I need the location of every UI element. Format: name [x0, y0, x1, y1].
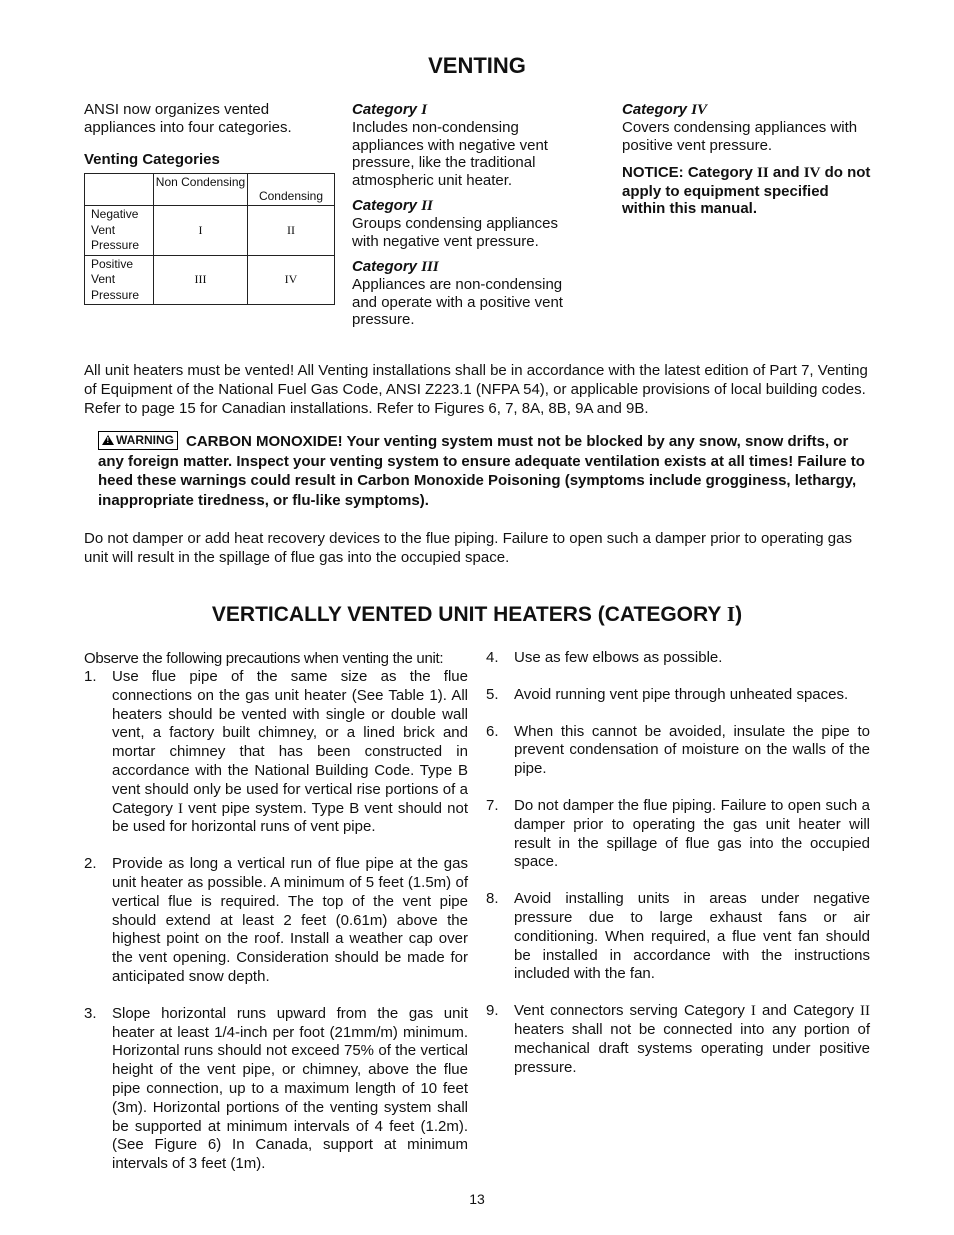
table-cell: III: [154, 255, 248, 305]
warning-text: CARBON MONOXIDE! Your venting system must not be blocked by any snow, snow drifts, or any foreign matter. Inspect your venting system to ensure adequate ventilation exists at all times! Failure to heed these warnings could result in Carbon Monoxide Poisoning (symptoms include grogginess, lethargy, inappropriate tiredness, or flu-like symptoms).: [98, 433, 865, 509]
venting-intro-block: [84, 101, 324, 136]
table-row: [85, 206, 335, 256]
table-cell: I: [154, 206, 248, 256]
venting-table-caption: Venting Categories: [84, 151, 220, 168]
venting-title: VENTING: [428, 53, 526, 78]
list-item: 9. Vent connectors serving Category I and Category II heaters shall not be connected into any portion of mechanical draft systems operating under positive pressure.: [486, 1002, 871, 1076]
category-ii: [352, 197, 580, 250]
precautions-left-column: [84, 649, 468, 1174]
table-col-header: Condensing: [248, 174, 335, 206]
category-iv: [622, 101, 874, 154]
list-item: 6. When this cannot be avoided, insulate the pipe to prevent condensation of moisture on the walls of the pipe.: [486, 722, 870, 778]
carbon-monoxide-warning: [98, 431, 870, 510]
table-row: [85, 255, 335, 305]
category-iv-column: [622, 101, 874, 218]
list-item: 5. Avoid running vent pipe through unheated spaces.: [486, 685, 849, 703]
category-i-text: Includes non-condensing appliances with negative vent pressure, like the traditional atmospheric unit heater.: [352, 119, 548, 189]
warning-triangle-icon: [102, 435, 114, 445]
notice-text: NOTICE: Category II and IV do not apply to equipment specified within this manual.: [622, 164, 871, 217]
category-iii: [352, 258, 580, 329]
list-item: 8. Avoid installing units in areas under negative pressure due to large exhaust fans or air conditioning. When required, a flue vent fan should be installed in accordance with the instructions included with the fan.: [486, 890, 870, 983]
category-iv-heading: Category IV: [622, 101, 708, 118]
category-iv-text: Covers condensing appliances with positive vent pressure.: [622, 119, 858, 154]
list-item: 1. Use flue pipe of the same size as the flue connections on the gas unit heater (See Table 1). All heaters should be vented with single or double wall vent, a factory built chimney, or a lined brick and mortar chimney that has been constructed in accordance with the National Building Code. Type B vent should only be used for vertical rise portions of a Category I vent pipe system. Type B vent should not be used for horizontal runs of vent pipe.: [84, 668, 469, 836]
category-i: [352, 101, 580, 189]
list-item: 2. Provide as long a vertical run of flue pipe at the gas unit heater as possible. A minimum of 5 feet (1.5m) of vertical flue is required. The top of the vent pipe should extend at least 2 feet (0.61m) above the highest point on the roof. Install a weather cap over the vent opening. Consideration should be made for anticipated snow depth.: [84, 855, 468, 985]
table-row-header: Negative Vent Pressure: [85, 206, 154, 256]
venting-intro: ANSI now organizes vented appliances into four categories.: [84, 101, 292, 136]
precautions-list-left: [84, 668, 468, 1174]
list-item: 7. Do not damper the flue piping. Failure to open such a damper prior to operating the gas unit heater will result in the spillage of flue gas into the occupied space.: [486, 796, 870, 871]
damper-note: Do not damper or add heat recovery devices to the flue piping. Failure to open such a damper prior to operating gas unit will result in the spillage of flue gas into the occupied space.: [84, 530, 852, 566]
all-heaters-paragraph: All unit heaters must be vented! All Venting installations shall be in accordance with the latest edition of Part 7, Venting of Equipment of the National Fuel Gas Code, ANSI Z223.1 (NFPA 54), or applicable provisions of local building codes. Refer to page 15 for Canadian installations. Refer to Figures 6, 7, 8A, 8B, 9A and 9B.: [84, 362, 868, 417]
precautions-list-right: [486, 649, 870, 1077]
precautions-intro: Observe the following precautions when venting the unit:: [84, 650, 444, 667]
category-i-heading: Category I: [352, 101, 428, 118]
precautions-right-column: [486, 649, 870, 1077]
list-item: 3. Slope horizontal runs upward from the gas unit heater at least 1/4-inch per foot (21mm/m) minimum. Horizontal runs should not exceed 75% of the vertical height of the vent pipe, or chimney, above the flue pipe connection, up to a maximum length of 10 feet (3m). Horizontal portions of the venting system shall be supported at minimum intervals of 4 feet (1.2m). (See Figure 6) In Canada, support at minimum intervals of 3 feet (1m).: [84, 1004, 468, 1173]
venting-categories-table: [84, 173, 335, 305]
table-header-row: [85, 174, 335, 206]
table-corner-cell: [85, 174, 154, 206]
warning-badge: !WARNING: [98, 431, 178, 450]
table-cell: II: [248, 206, 335, 256]
category-ii-text: Groups condensing appliances with negative vent pressure.: [352, 215, 558, 250]
category-ii-heading: Category II: [352, 197, 433, 214]
page-number: 13: [469, 1191, 485, 1207]
category-iii-text: Appliances are non-condensing and operate with a positive vent pressure.: [352, 276, 563, 328]
table-col-header: Non Condensing: [154, 174, 248, 206]
list-item: 4. Use as few elbows as possible.: [486, 649, 723, 666]
table-row-header: Positive Vent Pressure: [85, 255, 154, 305]
table-cell: IV: [248, 255, 335, 305]
category-iii-heading: Category III: [352, 258, 439, 275]
categories-column: [352, 101, 580, 329]
vertical-title: VERTICALLY VENTED UNIT HEATERS (CATEGORY I): [211, 602, 743, 626]
